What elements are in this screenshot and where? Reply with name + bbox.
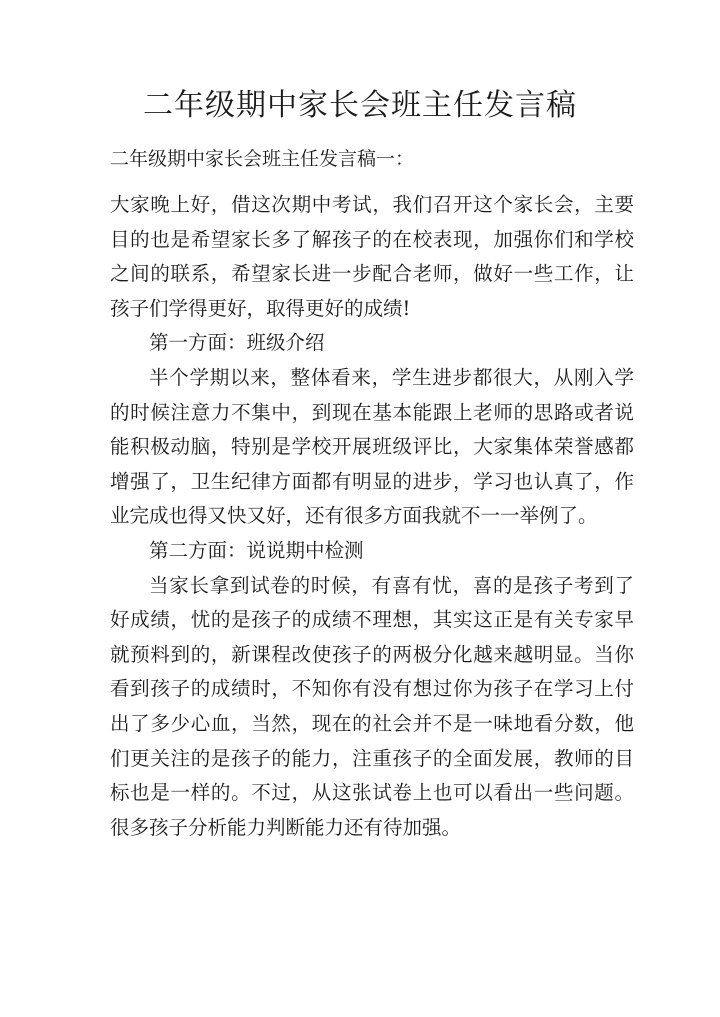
document-body <box>110 188 634 845</box>
section-heading-class-intro: 第一方面：班级介绍 <box>149 331 325 355</box>
paragraph-midterm: 当家长拿到试卷的时候，有喜有忧，喜的是孩子考到了好成绩，忧的是孩子的成绩不理想，其实这正是有关专家早就预料到的，新课程改使孩子的两极分化越来越明显。当你看到孩子的成绩时，不知你有没有想过你为孩子在学习上付出了多少心血，当然，现在的社会并不是一味地看分数，他们更关注的是孩子的能力，注重孩子的全面发展，教师的目标也是一样的。不过，从这张试卷上也可以看出一些问题。很多孩子分析能力判断能力还有待加强。 <box>110 573 634 839</box>
paragraph-greeting: 大家晚上好，借这次期中考试，我们召开这个家长会，主要目的也是希望家长多了解孩子的在校表现，加强你们和学校之间的联系，希望家长进一步配合老师，做好一些工作，让孩子们学得更好，取得更好的成绩! <box>110 193 634 320</box>
paragraph-class-intro: 半个学期以来，整体看来，学生进步都很大，从刚入学的时候注意力不集中，到现在基本能跟上老师的思路或者说能积极动脑，特别是学校开展班级评比，大家集体荣誉感都增强了，卫生纪律方面都有明显的进步，学习也认真了，作业完成也得又快又好，还有很多方面我就不一一举例了。 <box>110 365 634 528</box>
document-title: 二年级期中家长会班主任发言稿 <box>143 88 577 123</box>
document-subtitle: 二年级期中家长会班主任发言稿一： <box>110 148 415 170</box>
section-heading-midterm: 第二方面：说说期中检测 <box>149 538 364 562</box>
